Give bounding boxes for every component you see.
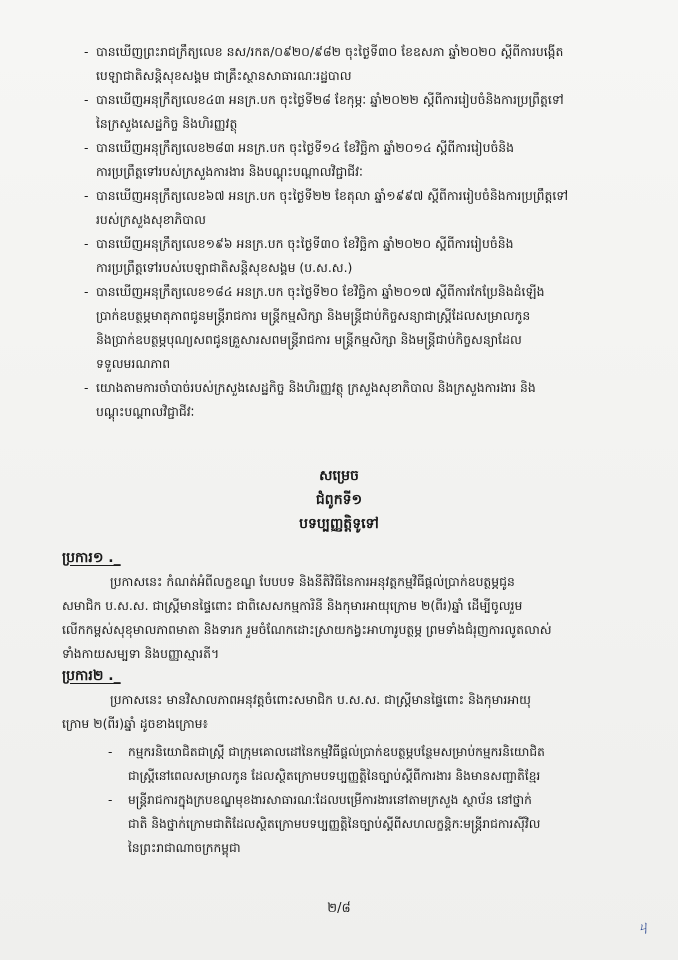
article-1-line: ទាំងកាយសម្បទា និងបញ្ញាស្មារតី។ (62, 646, 220, 661)
dash-marker: - (84, 188, 89, 203)
consideration-line: ការប្រព្រឹត្តទៅរបស់ក្រសួងការងារ និងបណ្តុះបណ្តាលវិជ្ជាជីវៈ (96, 164, 363, 179)
consideration-line: ការប្រព្រឹត្តទៅរបស់បេឡាជាតិសន្តិសុខសង្គម (ប.ស.ស.) (96, 260, 353, 275)
item-line: ជាតិ និងថ្នាក់ក្រោមជាតិដែលស្ថិតក្រោមបទប្បញ្ញត្តិនៃច្បាប់ស្ដីពីសហលក្ខន្តិកៈមន្ត្រីរាជការស៊ីវិល (128, 817, 541, 831)
consideration-item (84, 280, 624, 376)
consideration-item (84, 40, 624, 88)
consideration-line: បានឃើញអនុក្រឹត្យលេខ១៨៤ អនក្រ.បក ចុះថ្ងៃទី២០ ខែវិច្ឆិកា ឆ្នាំ២០១៧ ស្ដីពីការកែប្រែនិងដំឡើង (96, 284, 545, 299)
article-2-line: ប្រកាសនេះ មានវិសាលភាពអនុវត្តចំពោះសមាជិក ប.ស.ស. ជាស្ត្រីមានផ្ទៃពោះ និងកុមារអាយុ (110, 692, 531, 707)
consideration-line: បានឃើញព្រះរាជក្រឹត្យលេខ នស/រកត/០៩២០/៩៨២ ចុះថ្ងៃទី៣០ ខែឧសភា ឆ្នាំ២០២០ ស្ដីពីការបង្កើត (96, 44, 564, 59)
consideration-line: បណ្តុះបណ្តាលវិជ្ជាជីវៈ (96, 404, 195, 419)
item-line: នៃព្រះរាជាណាចក្រកម្ពុជា (128, 841, 241, 855)
article-2-items (108, 740, 638, 860)
dash-marker: - (84, 140, 89, 155)
item-line: មន្ត្រីរាជការក្នុងក្របខណ្ឌមុខងារសាធារណៈដែលបម្រើការងារនៅតាមក្រសួង ស្ថាប័ន នៅថ្នាក់ (128, 793, 532, 807)
consideration-item (84, 184, 624, 232)
consideration-line: និងប្រាក់ឧបត្ថម្ភបុណ្យសពជូនគ្រួសារសពមន្ត្រីរាជការ មន្ត្រីកម្មសិក្សា និងមន្ត្រីជាប់កិច្ចសន្យាដែល (96, 332, 522, 347)
consideration-line: ទទួលមរណភាព (96, 356, 171, 371)
consideration-item (84, 376, 624, 424)
consideration-line: បានឃើញអនុក្រឹត្យលេខ២៨៣ អនក្រ.បក ចុះថ្ងៃទី១៤ ខែវិច្ឆិកា ឆ្នាំ២០១៤ ស្ដីពីការរៀបចំនិង (96, 140, 515, 155)
list-item (108, 740, 638, 788)
page-number: ២/៨ (327, 901, 351, 916)
consideration-line: បានឃើញអនុក្រឹត្យលេខ១៩៦ អនក្រ.បក ចុះថ្ងៃទី៣០ ខែវិច្ឆិកា ឆ្នាំ២០២០ ស្ដីពីការរៀបចំនិង (96, 236, 514, 251)
consideration-line: យោងតាមការចាំបាច់របស់ក្រសួងសេដ្ឋកិច្ច និងហិរញ្ញវត្ថុ ក្រសួងសុខាភិបាល និងក្រសួងការងារ និង (96, 380, 536, 395)
dash-marker: - (108, 745, 113, 759)
dash-marker: - (84, 236, 89, 251)
item-line: កម្មករនិយោជិតជាស្ត្រី ជាក្រុមគោលដៅនៃកម្មវិធីផ្តល់ប្រាក់ឧបត្ថម្ភបន្ថែមសម្រាប់កម្មករនិយោជិត (128, 745, 545, 759)
consideration-line: បេឡាជាតិសន្តិសុខសង្គម ជាគ្រឹះស្ថានសាធារណៈរដ្ឋបាល (96, 68, 352, 83)
consideration-line: របស់ក្រសួងសុខាភិបាល (96, 212, 206, 227)
list-item (108, 788, 638, 860)
considerations-list (84, 40, 624, 424)
chapter-title: ជំពូកទី១ (315, 492, 363, 508)
decision-title: សម្រេច (319, 468, 359, 484)
item-line: ជាស្ត្រីនៅពេលសម្រាលកូន ដែលស្ថិតក្រោមបទប្បញ្ញត្តិនៃច្បាប់ស្ដីពីការងារ និងមានសញ្ជាតិខ្មែរ (128, 769, 541, 783)
article-1-body (62, 570, 632, 666)
article-1-line: សមាជិក ប.ស.ស. ជាស្ត្រីមានផ្ទៃពោះ ជាពិសេសកម្មការិនី និងកុមារអាយុក្រោម ២(ពីរ)ឆ្នាំ ដើម្បីចូលរួម (62, 598, 523, 613)
consideration-item (84, 88, 624, 136)
article-2-body (62, 688, 632, 736)
article-1-line: លើកកម្ពស់សុខុមាលភាពមាតា និងទារក រួមចំណែកដោះស្រាយកង្វះអាហារូបត្ថម្ភ ព្រមទាំងជំរុញការលូតលាស់ (62, 622, 552, 637)
article-2-heading: ប្រការ២ ._ (62, 668, 121, 684)
corner-mark-icon: ㄐ (635, 918, 652, 937)
dash-marker: - (84, 44, 89, 59)
article-1-line: ប្រកាសនេះ កំណត់អំពីលក្ខខណ្ឌ បែបបទ និងនីតិវិធីនៃការអនុវត្តកម្មវិធីផ្តល់ប្រាក់ឧបត្ថម្ភជូន (110, 574, 515, 589)
consideration-item (84, 136, 624, 184)
article-1-heading: ប្រការ១ ._ (62, 550, 121, 566)
dash-marker: - (84, 380, 89, 395)
chapter-subtitle: បទប្បញ្ញត្តិទូទៅ (299, 516, 379, 532)
consideration-line: បានឃើញអនុក្រឹត្យលេខ៦៧ អនក្រ.បក ចុះថ្ងៃទី២២ ខែតុលា ឆ្នាំ១៩៩៧ ស្ដីពីការរៀបចំនិងការប្រព្រឹត្តទៅ (96, 188, 569, 203)
consideration-line: ប្រាក់ឧបត្ថម្ភមាតុភាពជូនមន្ត្រីរាជការ មន្ត្រីកម្មសិក្សា និងមន្ត្រីជាប់កិច្ចសន្យាជាស្ត្រីដែលសម្រាលកូន (96, 308, 531, 323)
dash-marker: - (84, 284, 89, 299)
article-2-line: ក្រោម ២(ពីរ)ឆ្នាំ ដូចខាងក្រោម៖ (62, 716, 208, 731)
consideration-line: នៃក្រសួងសេដ្ឋកិច្ច និងហិរញ្ញវត្ថុ (96, 116, 238, 131)
consideration-item (84, 232, 624, 280)
dash-marker: - (84, 92, 89, 107)
consideration-line: បានឃើញអនុក្រឹត្យលេខ៤៣ អនក្រ.បក ចុះថ្ងៃទី២៨ ខែកុម្ភៈ ឆ្នាំ២០២២ ស្ដីពីការរៀបចំនិងការប្រព្រឹត្តទៅ (96, 92, 564, 107)
dash-marker: - (108, 793, 113, 807)
